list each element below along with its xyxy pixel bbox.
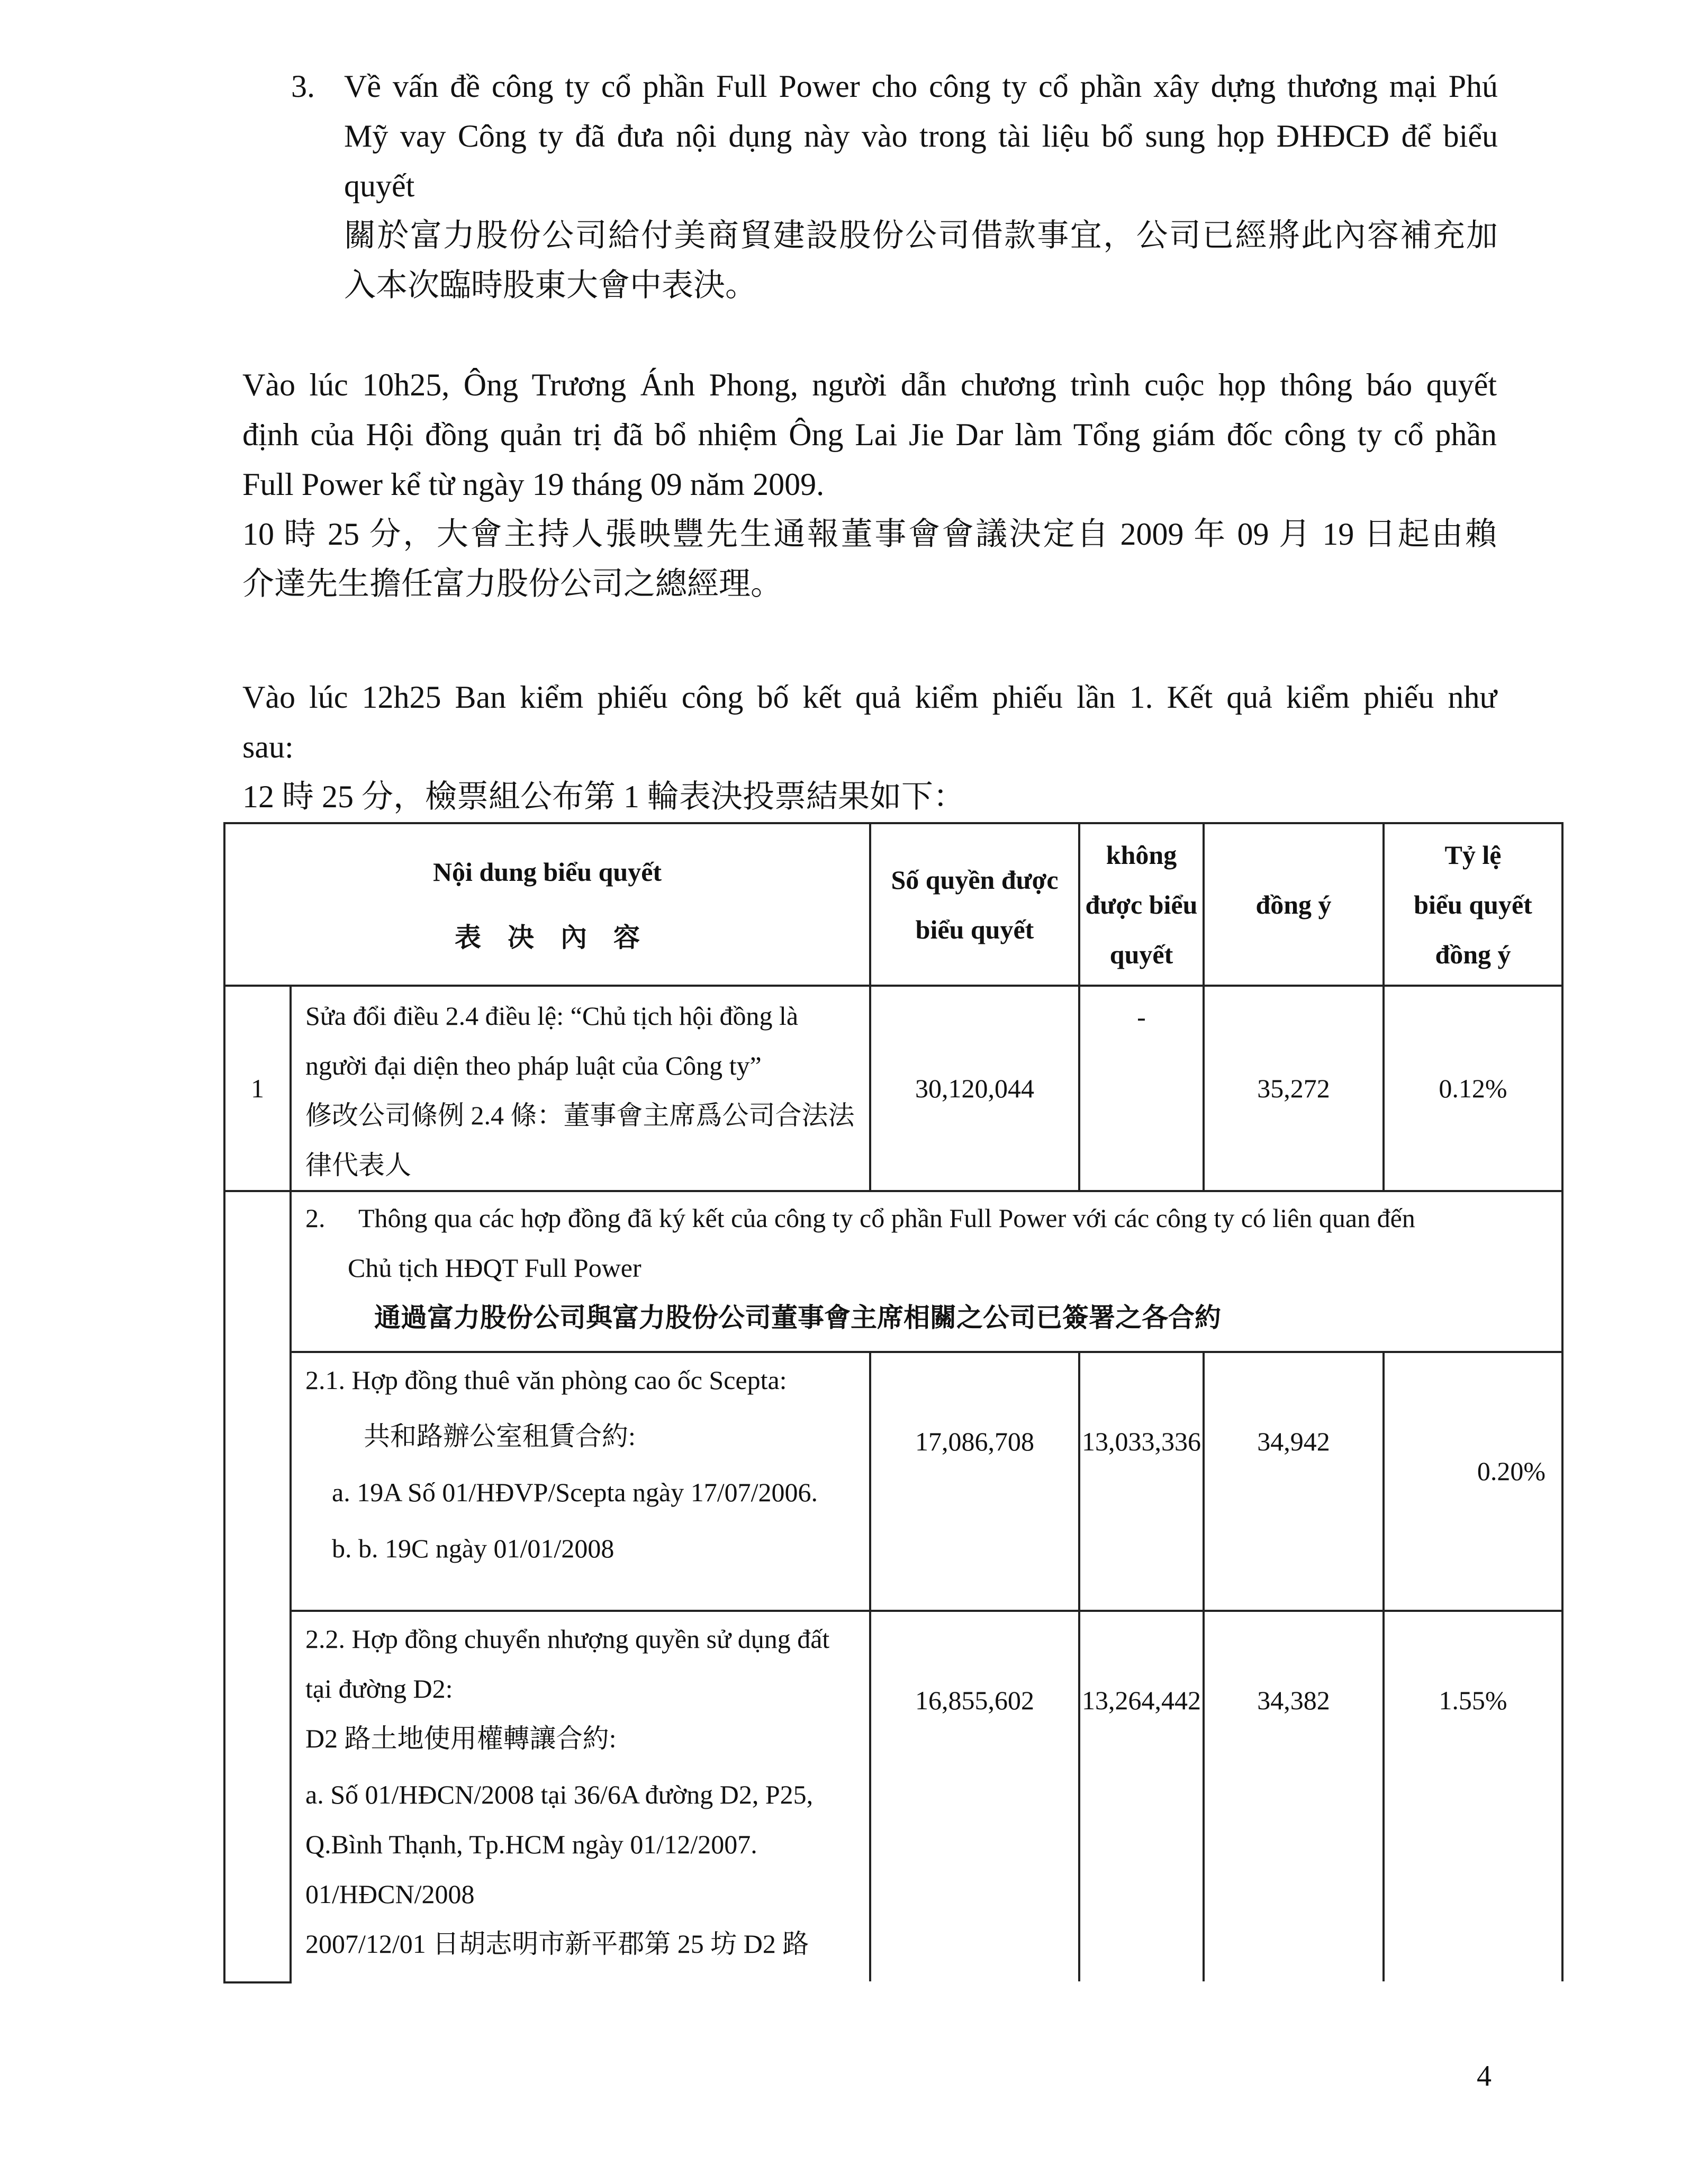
header-not-voted-line: quyết	[1109, 939, 1173, 969]
header-content-zh: 表 决 內 容	[455, 922, 640, 952]
section-3-line: Mỹ vay Công ty đã đưa nội dụng này vào trong tài liệu bổ sung họp ĐHĐCĐ để biểu	[344, 119, 1498, 154]
vote-intro-paragraph	[242, 672, 1497, 822]
row-content	[291, 986, 870, 1191]
table-row	[224, 1611, 1562, 1981]
section-3-line: quyết	[344, 168, 415, 203]
header-not-voted-line: được biểu	[1085, 889, 1198, 919]
appointment-zh-line: 10 時 25 分，大會主持人張映豐先生通報董事會會議決定自 2009 年 09 月 19 日起由賴	[242, 517, 1497, 552]
table-group-row	[224, 1191, 1562, 1352]
row-content-line: 律代表人	[305, 1150, 411, 1180]
header-ratio-line: biểu quyết	[1414, 889, 1532, 919]
table-bottom-stub	[223, 1981, 292, 1983]
header-ratio-line: đồng ý	[1435, 939, 1511, 969]
appointment-line: định của Hội đồng quản trị đã bổ nhiệm Ông Lai Jie Dar làm Tổng giám đốc công ty cổ phần	[242, 417, 1497, 452]
appointment-line: Vào lúc 10h25, Ông Trương Ánh Phong, người dẫn chương trình cuộc họp thông báo quyết	[242, 367, 1497, 402]
row-ratio: 0.20%	[1384, 1352, 1562, 1611]
section-3-line: Về vấn đề công ty cổ phần Full Power cho công ty cổ phần xây dựng thương mại Phú	[344, 69, 1498, 104]
row-ratio: 1.55%	[1384, 1611, 1562, 1981]
section-3-number: 3.	[291, 69, 315, 104]
header-votes	[870, 823, 1079, 986]
row-content	[291, 1352, 870, 1611]
header-agree: đồng ý	[1204, 823, 1384, 986]
row-content-line: 2.1. Hợp đồng thuê văn phòng cao ốc Scepta:	[305, 1365, 787, 1395]
row-content-line: Sửa đổi điều 2.4 điều lệ: “Chủ tịch hội đồng là	[305, 1001, 799, 1031]
table-header-row	[224, 823, 1562, 986]
header-votes-line: Số quyền được	[891, 864, 1059, 895]
row-content-line: D2 路土地使用權轉讓合約:	[305, 1724, 617, 1753]
row-not-voted: 13,264,442	[1079, 1611, 1204, 1981]
header-ratio-line: Tỷ lệ	[1444, 840, 1502, 870]
section-3-zh-line: 關於富力股份公司給付美商貿建設股份公司借款事宜，公司已經將此內容補充加	[344, 218, 1498, 253]
table-row	[224, 1352, 1562, 1611]
vote-results-table	[223, 822, 1564, 1981]
row-agree: 34,382	[1204, 1611, 1384, 1981]
row-votes: 17,086,708	[870, 1352, 1079, 1611]
row-group-number: 2.	[305, 1203, 326, 1233]
row-group-line: Chủ tịch HĐQT Full Power	[348, 1253, 641, 1283]
header-not-voted-line: không	[1106, 840, 1177, 870]
row-votes: 16,855,602	[870, 1611, 1079, 1981]
appointment-zh-line: 介達先生擔任富力股份公司之總經理。	[242, 566, 782, 601]
row-not-voted: -	[1079, 986, 1204, 1191]
page-number: 4	[1477, 2060, 1492, 2093]
section-3-zh-line: 入本次臨時股東大會中表決。	[344, 268, 757, 303]
vote-intro-line: Vào lúc 12h25 Ban kiểm phiếu công bố kết quả kiểm phiếu lần 1. Kết quả kiểm phiếu như	[242, 680, 1497, 715]
header-ratio	[1384, 823, 1562, 986]
row-content-line: tại đường D2:	[305, 1674, 453, 1703]
row-content-line: b. b. 19C ngày 01/01/2008	[332, 1534, 614, 1563]
section-3	[291, 61, 1498, 310]
row-group-line	[305, 1193, 1561, 1243]
row-ratio: 0.12%	[1384, 986, 1562, 1191]
row-content	[291, 1611, 870, 1981]
row-index-empty	[224, 1191, 291, 1981]
row-content-line: a. 19A Số 01/HĐVP/Scepta ngày 17/07/2006.	[332, 1477, 818, 1507]
row-content-line: Q.Bình Thạnh, Tp.HCM ngày 01/12/2007.	[305, 1829, 757, 1859]
appointment-paragraph	[242, 360, 1497, 609]
header-votes-line: biểu quyết	[915, 914, 1034, 944]
vote-intro-line: sau:	[242, 729, 294, 764]
row-index: 1	[224, 986, 291, 1191]
row-content-line: 共和路辦公室租賃合約:	[364, 1421, 636, 1451]
row-content-line: 修改公司條例 2.4 條：董事會主席爲公司合法法	[305, 1101, 855, 1130]
row-content-line: người đại diện theo pháp luật của Công ty”	[305, 1051, 762, 1080]
header-not-voted	[1079, 823, 1204, 986]
table-row	[224, 986, 1562, 1191]
vote-intro-zh-line: 12 時 25 分，檢票組公布第 1 輪表決投票結果如下：	[242, 779, 965, 814]
appointment-line: Full Power kể từ ngày 19 tháng 09 năm 2009.	[242, 467, 825, 502]
row-group-text: Thông qua các hợp đồng đã ký kết của công ty cổ phần Full Power với các công ty có liên quan đến	[358, 1203, 1415, 1233]
row-group-content	[291, 1191, 1562, 1352]
header-content-vi: Nội dung biểu quyết	[432, 856, 662, 887]
row-not-voted: 13,033,336	[1079, 1352, 1204, 1611]
row-content-line: 01/HĐCN/2008	[305, 1879, 475, 1909]
row-content-line: 2.2. Hợp đồng chuyển nhượng quyền sử dụng đất	[305, 1624, 830, 1654]
row-agree: 35,272	[1204, 986, 1384, 1191]
row-votes: 30,120,044	[870, 986, 1079, 1191]
row-group-line: 通過富力股份公司與富力股份公司董事會主席相關之公司已簽署之各合約	[374, 1303, 1221, 1332]
row-content-line: a. Số 01/HĐCN/2008 tại 36/6A đường D2, P25,	[305, 1780, 814, 1809]
row-agree: 34,942	[1204, 1352, 1384, 1611]
header-content	[224, 823, 870, 986]
row-content-line: 2007/12/01 日胡志明市新平郡第 25 坊 D2 路	[305, 1929, 809, 1959]
